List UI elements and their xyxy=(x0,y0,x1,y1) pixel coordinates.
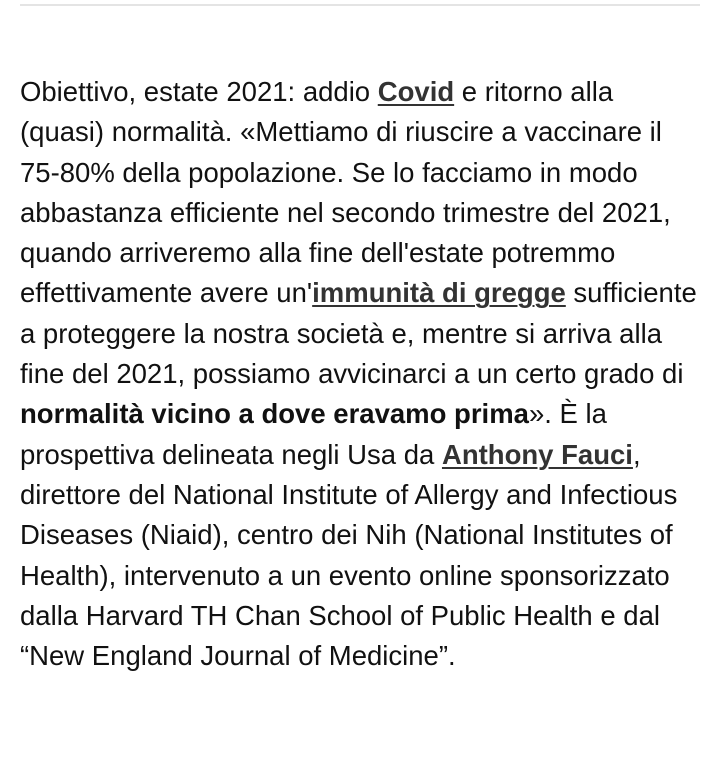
link-anthony-fauci[interactable]: Anthony Fauci xyxy=(441,438,633,470)
link-herd-immunity[interactable]: immunità di gregge xyxy=(312,277,566,309)
text-segment: ». È la prospettiva delineata negli Usa da xyxy=(20,398,607,470)
article-paragraph xyxy=(20,72,702,676)
text-segment: Obiettivo, estate 2021: addio xyxy=(20,76,378,107)
link-covid[interactable]: Covid xyxy=(377,76,455,107)
bold-quote: normalità vicino a dove eravamo prima xyxy=(20,398,529,430)
text-segment: e ritorno alla (quasi) normalità. «Mettiamo di riuscire a vaccinare il 75-80% della popolazione. Se lo facciamo in modo abbastanza efficiente nel secondo trimestre del 2021, quando arriveremo alla fine dell'estate potremmo effettivamente avere un' xyxy=(20,76,671,309)
text-segment: sufficiente a proteggere la nostra società e, mentre si arriva alla fine del 2021, possiamo avvicinarci a un certo grado di xyxy=(20,277,697,390)
text-segment: , direttore del National Institute of Allergy and Infectious Diseases (Niaid), centro dei Nih (National Institutes of Health), intervenuto a un evento online sponsorizzato dalla Harvard TH Chan School of Public Health e dal “New England Journal of Medicine”. xyxy=(20,438,678,672)
top-divider xyxy=(20,4,700,6)
